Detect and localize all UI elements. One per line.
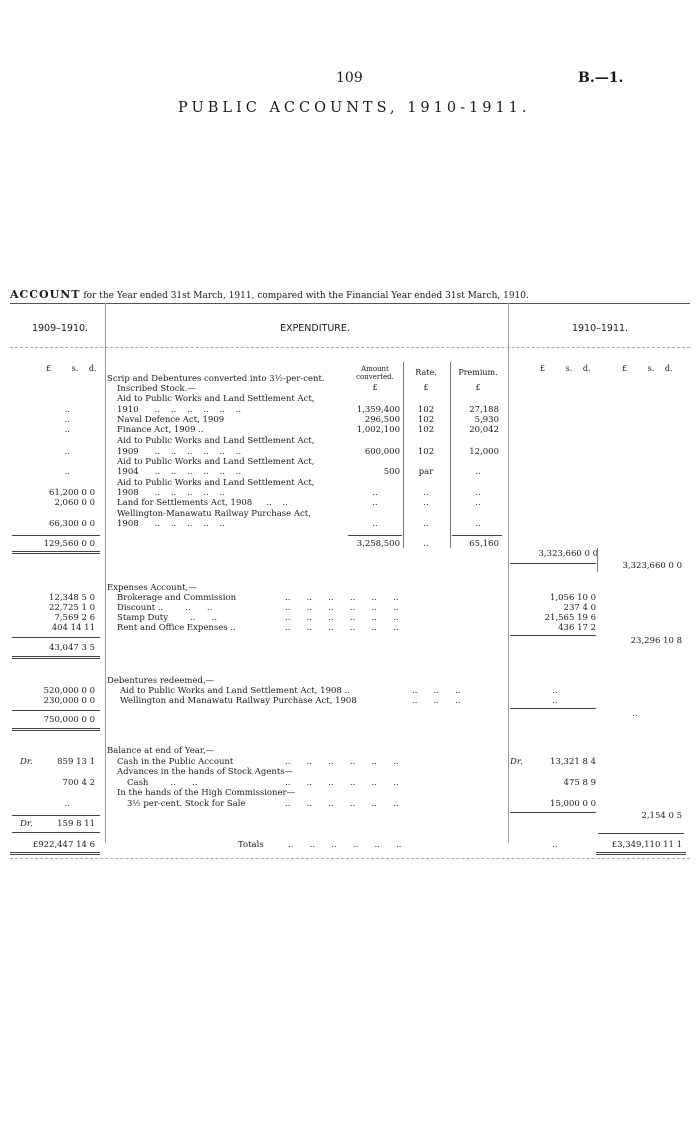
scrip-row-label: Wellington-Manawatu Railway Purchase Act, [117,509,311,519]
page-title: PUBLIC ACCOUNTS, 1910-1911. [178,100,531,116]
balance-cash-prev-dr: Dr. [20,757,33,767]
lsd-header-curr2: £ s. d. [622,364,673,373]
scrip-premium: .. [475,467,481,477]
expense-leaders: .. .. .. .. .. .. [285,603,399,613]
scrip-total-curr-2: 3,323,660 0 0 [622,561,682,571]
redeemed-leaders: .. .. .. [412,696,461,706]
scrip-prev: 2,060 0 0 [54,498,95,508]
scrip-rate: par [418,467,434,477]
expense-label: Brokerage and Commission [117,593,237,603]
page-number: 109 [336,70,363,86]
column-curr-year: 1910–1911. [571,323,629,334]
balance-cash-curr-dr: Dr. [510,757,523,767]
scrip-prev: .. [64,467,70,477]
scrip-prev: .. [64,447,70,457]
redeemed-leaders: .. .. .. [412,686,461,696]
amount-unit: £ [372,383,378,392]
scrip-rate: .. [423,519,429,529]
scrip-total-rate: .. [423,539,429,549]
lsd-header-curr1: £ s. d. [540,364,591,373]
column-expenditure-heading: EXPENDITURE. [280,323,350,334]
scrip-row-label: Land for Settlements Act, 1908 .. .. [117,498,288,508]
balance-cash-curr: 13,321 8 4 [550,757,596,767]
account-title [10,288,529,301]
balance-agents-cash-label: Cash .. .. [127,778,198,788]
scrip-rate: 102 [417,415,435,425]
account-title-bold: ACCOUNT [10,288,81,301]
totals-leaders: .. .. .. .. .. .. [288,840,402,850]
scrip-row-label: Naval Defence Act, 1909 [117,415,225,425]
balance-total-prev-dr: Dr. [20,819,33,829]
balance-agents-prev: 700 4 2 [62,778,95,788]
column-prev-year: 1909–1910. [31,323,89,334]
scrip-row-label: Finance Act, 1909 .. [117,425,204,435]
expense-label: Discount .. .. .. [117,603,213,613]
expense-curr: 436 17 2 [558,623,596,633]
expense-prev: 12,348 5 0 [49,593,95,603]
scrip-total-premium: 65,160 [469,539,499,549]
totals-label: Totals [238,840,264,850]
scrip-row-label: 1910 .. .. .. .. .. .. [117,405,242,415]
document-reference: B.—1. [578,70,624,86]
expenses-total-curr-2: 23,296 10 8 [630,636,682,646]
scrip-premium: 20,042 [469,425,499,435]
scrip-row-label: 1909 .. .. .. .. .. .. [117,447,242,457]
scrip-total-prev: 129,560 0 0 [43,539,95,549]
scrip-amount: .. [372,498,378,508]
balance-total-curr-2: 2,154 0 5 [641,811,682,821]
premium-unit: £ [475,383,481,392]
scrip-prev: 66,300 0 0 [49,519,95,529]
redeemed-curr: .. [552,686,558,696]
scrip-premium: .. [475,488,481,498]
scrip-prev: .. [64,425,70,435]
balance-heading: Balance at end of Year,— [107,746,215,756]
expense-prev: 404 14 11 [51,623,95,633]
balance-leaders: .. .. .. .. .. .. [285,757,399,767]
balance-cash-prev: 859 13 1 [57,757,95,767]
scrip-row-label: 1904 .. .. .. .. .. .. [117,467,242,477]
balance-leaders: .. .. .. .. .. .. [285,799,399,809]
redeemed-prev: 520,000 0 0 [43,686,95,696]
expense-label: Stamp Duty .. .. [117,613,218,623]
totals-curr-2: £3,349,110 11 1 [611,840,682,850]
scrip-total-amount: 3,258,500 [356,539,400,549]
scrip-rate: 102 [417,405,435,415]
scrip-amount: 1,002,100 [356,425,400,435]
expense-prev: 22,725 1 0 [49,603,95,613]
amount-converted-header: Amount converted. [356,365,394,381]
scrip-rate: .. [423,498,429,508]
expense-leaders: .. .. .. .. .. .. [285,593,399,603]
scrip-row-label: 1908 .. .. .. .. .. [117,519,225,529]
expense-prev: 7,569 2 6 [54,613,95,623]
scrip-prev: 61,200 0 0 [49,488,95,498]
balance-total-prev: 159 8 11 [57,819,95,829]
scrip-prev: .. [64,415,70,425]
balance-cash-label: Cash in the Public Account [117,757,234,767]
scrip-intro: Scrip and Debentures converted into 3½-per-cent. [107,374,325,384]
scrip-premium: 27,188 [469,405,499,415]
expense-leaders: .. .. .. .. .. .. [285,623,399,633]
scrip-amount: .. [372,519,378,529]
scrip-row-label: Aid to Public Works and Land Settlement Act, [117,394,315,404]
scrip-row-label: Aid to Public Works and Land Settlement Act, [117,436,315,446]
redeemed-label: Wellington and Manawatu Railway Purchase Act, 1908 [120,696,357,706]
balance-hc-prev: .. [64,799,70,809]
rate-unit: £ [423,383,429,392]
totals-curr-1: .. [552,840,558,850]
scrip-total-curr: 3,323,660 0 0 [538,549,598,559]
scrip-amount: 500 [383,467,400,477]
account-title-rest: for the Year ended 31st March, 1911, compared with the Financial Year ended 31st March, 1910. [83,291,529,301]
redeemed-heading: Debentures redeemed,— [107,676,215,686]
scrip-premium: 5,930 [474,415,499,425]
lsd-header-prev: £ s. d. [46,364,97,373]
scrip-amount: 1,359,400 [356,405,400,415]
scrip-row-label: 1908 .. .. .. .. .. [117,488,225,498]
expense-leaders: .. .. .. .. .. .. [285,613,399,623]
scrip-prev: .. [64,405,70,415]
redeemed-total-curr-2: .. [632,709,638,719]
scrip-premium: .. [475,498,481,508]
scrip-row-label: Aid to Public Works and Land Settlement Act, [117,478,315,488]
scrip-amount: 296,500 [364,415,400,425]
redeemed-curr: .. [552,696,558,706]
scrip-premium: .. [475,519,481,529]
redeemed-label: Aid to Public Works and Land Settlement Act, 1908 .. [120,686,350,696]
balance-agents-curr: 475 8 9 [563,778,596,788]
expense-curr: 21,565 19 6 [544,613,596,623]
scrip-rate: .. [423,488,429,498]
expense-curr: 237 4 0 [563,603,596,613]
balance-hc-curr: 15,000 0 0 [550,799,596,809]
rate-header: Rate. [415,368,437,377]
premium-header: Premium. [458,368,498,377]
expenses-total-prev: 43,047 3 5 [49,643,95,653]
balance-agents-label: Advances in the hands of Stock Agents— [117,767,294,777]
balance-leaders: .. .. .. .. .. .. [285,778,399,788]
expenses-heading: Expenses Account,— [107,583,197,593]
redeemed-prev: 230,000 0 0 [43,696,95,706]
expense-curr: 1,056 10 0 [550,593,596,603]
scrip-row-label: Aid to Public Works and Land Settlement Act, [117,457,315,467]
scrip-premium: 12,000 [469,447,499,457]
redeemed-total-prev: 750,000 0 0 [43,715,95,725]
balance-hc-label: In the hands of the High Commissioner— [117,788,296,798]
scrip-intro-2: Inscribed Stock.— [117,384,196,394]
expense-label: Rent and Office Expenses .. [117,623,236,633]
totals-prev: £922,447 14 6 [32,840,95,850]
scrip-rate: 102 [417,447,435,457]
scrip-amount: 600,000 [364,447,400,457]
scrip-rate: 102 [417,425,435,435]
scrip-amount: .. [372,488,378,498]
balance-hc-stock-label: 3½ per-cent. Stock for Sale [127,799,246,809]
